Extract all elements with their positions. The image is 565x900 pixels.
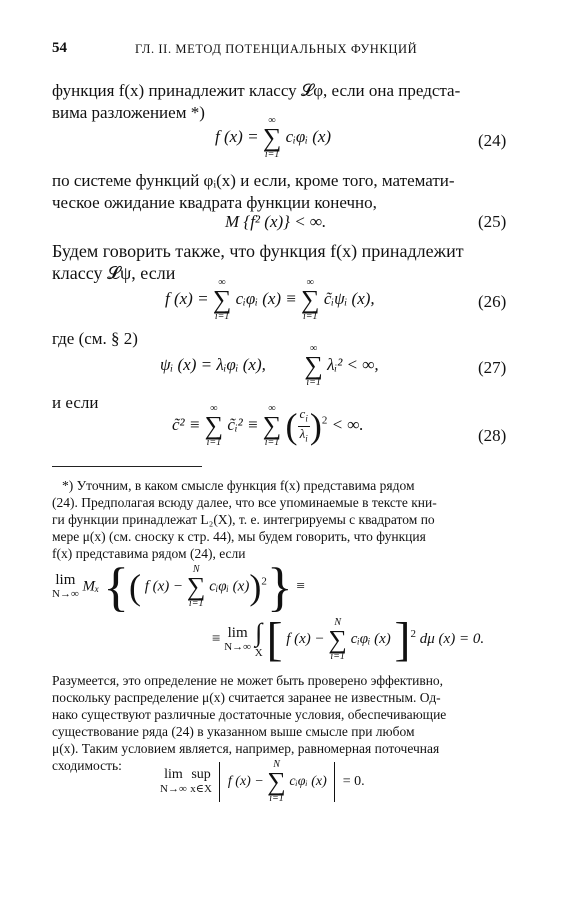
footnote-line: сходимость: <box>52 758 122 773</box>
equation-number: (24) <box>478 131 507 150</box>
equation-number: (25) <box>478 212 507 231</box>
sum-lower: i=1 <box>264 437 280 448</box>
sum-lower: i=1 <box>306 377 321 388</box>
bracket: ] <box>394 613 411 666</box>
sum-upper: N <box>273 759 280 770</box>
equation-27 <box>160 344 379 388</box>
sum-upper: ∞ <box>310 343 318 354</box>
sigma: ∑ <box>262 411 282 440</box>
integral-domain: X <box>254 646 263 659</box>
paragraph-line: функция f(x) принадлежит классу 𝓛φ, если она предста- <box>52 81 461 100</box>
sum-symbol <box>301 278 320 322</box>
sum-symbol <box>304 344 323 388</box>
brace: } <box>266 557 293 617</box>
footnote-line: (24). Предполагая всюду далее, что все упоминаемые в тексте кни- <box>52 495 437 510</box>
equation-28: c̃² ≡ ∞ ∑ i=1 c̃ᵢ² ≡ ∞ ∑ i=1 ( $\frac{c_i}{\lambda_i}$ )$^2$ < ∞. <box>172 403 364 448</box>
sigma: ∑ <box>212 285 232 314</box>
limit <box>160 768 187 796</box>
sum-symbol <box>328 618 347 662</box>
sigma: ∑ <box>204 411 224 440</box>
chapter-title: ГЛ. II. МЕТОД ПОТЕНЦИАЛЬНЫХ ФУНКЦИЙ <box>135 42 418 56</box>
eq-text: M {f² (x)} < ∞. <box>225 212 327 231</box>
sum-lower: i=1 <box>330 650 345 662</box>
sum-upper: ∞ <box>268 115 276 126</box>
lim-label: lim <box>55 572 76 588</box>
sigma: ∑ <box>186 572 206 601</box>
sum-lower: i=1 <box>188 598 204 609</box>
eq-text: c̃ᵢ² ≡ <box>227 414 259 434</box>
supremum <box>190 768 212 796</box>
eq-text: c̃² ≡ <box>172 414 201 434</box>
footnote-line: нако существуют различные достаточные условия, обеспечивающие <box>52 707 447 722</box>
footnote-line: *) Уточним, в каком смысле функция f(x) представима рядом <box>62 478 415 493</box>
footnote-line: f(x) представима рядом (24), если <box>52 546 246 561</box>
eq-text: cᵢφᵢ (x) <box>289 774 327 790</box>
footnote-formula-3 <box>160 760 365 804</box>
equation-number: (26) <box>478 292 507 311</box>
lim-label: lim <box>227 624 248 641</box>
sum-lower: i=1 <box>214 311 230 322</box>
paren: ( <box>285 406 298 446</box>
sup-sub: x∈X <box>190 783 212 795</box>
eq-text: f (x) − <box>227 774 264 790</box>
eq-text: c̃ᵢψᵢ (x), <box>323 288 375 308</box>
footnote-line: поскольку распределение μ(x) считается заранее не известным. Од- <box>52 690 441 705</box>
eq-text: cᵢφᵢ (x) <box>209 578 250 595</box>
eq-text: cᵢφᵢ (x) <box>350 630 391 647</box>
sum-lower: i=1 <box>303 311 318 322</box>
eq-text: ≡ <box>296 578 305 595</box>
sum-upper: ∞ <box>210 403 218 414</box>
sum-upper: ∞ <box>306 277 314 288</box>
lim-sub: N→∞ <box>52 588 79 600</box>
equation-number: (28) <box>478 426 507 445</box>
sum-lower: i=1 <box>264 149 280 160</box>
abs-bar <box>219 762 220 802</box>
paragraph-line: вима разложением *) <box>52 103 205 122</box>
sigma: ∑ <box>328 624 347 654</box>
sum-lower: i=1 <box>206 437 222 448</box>
eq-text: f (x) = <box>165 288 209 308</box>
sum-upper: N <box>334 616 341 628</box>
sum-symbol <box>213 278 232 322</box>
equation-26 <box>165 278 375 322</box>
sum-upper: ∞ <box>268 403 276 414</box>
paragraph-line: по системе функций φᵢ(x) и если, кроме того, математи- <box>52 171 455 190</box>
sum-symbol <box>187 565 206 609</box>
sup-label: sup <box>191 767 211 782</box>
paragraph-line: ческое ожидание квадрата функции конечно, <box>52 193 377 212</box>
equation-25 <box>225 212 326 232</box>
eq-text: f (x) = <box>215 126 259 146</box>
eq-text: λᵢ² < ∞, <box>327 354 379 374</box>
eq-text: cᵢφᵢ (x) ≡ <box>235 288 297 308</box>
sum-symbol <box>267 760 286 804</box>
brace: { <box>103 557 129 617</box>
sigma: ∑ <box>262 123 282 152</box>
limit <box>52 573 79 601</box>
equation-number: (27) <box>478 358 507 377</box>
fraction: $\frac{c_i}{\lambda_i}$ <box>299 405 308 444</box>
sigma: ∑ <box>267 767 286 796</box>
footnote-formula-2: ≡ lim N→∞ ∫ X [ f (x) − N ∑ i=1 cᵢφᵢ (x) ]$^2$ dμ (x) = 0. <box>212 613 485 666</box>
paragraph-line: где (см. § 2) <box>52 329 138 348</box>
lim-sub: N→∞ <box>224 640 252 653</box>
eq-text: < ∞. <box>331 414 364 434</box>
integral-sign: ∫ <box>255 617 263 647</box>
sigma: ∑ <box>301 285 320 314</box>
sum-symbol <box>263 404 282 448</box>
footnote-formula-1: lim N→∞ Mₓ {( f (x) − N ∑ i=1 cᵢφᵢ (x))$^2$} ≡ <box>52 557 305 617</box>
paragraph-line: классу 𝓛ψ, если <box>52 263 176 283</box>
sigma: ∑ <box>304 351 323 380</box>
footnote-line: ги функции принадлежат L₂(X), т. е. интегрируемы с квадратом по <box>52 512 435 527</box>
abs-bar <box>334 762 335 802</box>
limit <box>224 626 251 654</box>
integral <box>254 617 263 660</box>
footnote-line: существование ряда (24) в указанном выше смысле при любом <box>52 724 415 739</box>
paren: ) <box>309 406 322 446</box>
eq-text: ψᵢ (x) = λᵢφᵢ (x), <box>160 354 266 374</box>
sum-upper: ∞ <box>218 277 226 288</box>
sum-upper: N <box>192 564 200 575</box>
eq-text: f (x) − <box>286 630 325 647</box>
bracket: [ <box>266 613 283 666</box>
sum-symbol <box>205 404 224 448</box>
eq-text: cᵢφᵢ (x) <box>285 126 332 146</box>
footnote-line: μ(x). Таким условием является, например, равномерная поточечная <box>52 741 440 756</box>
lim-label: lim <box>164 767 183 782</box>
page-number: 54 <box>52 40 67 56</box>
footnote-line: мере μ(x) (см. сноску к стр. 44), мы будем говорить, что функция <box>52 529 426 544</box>
sum-symbol <box>263 116 282 160</box>
footnote-rule <box>52 466 202 467</box>
paren: ( <box>128 567 141 607</box>
eq-text: Mₓ <box>82 578 100 595</box>
footnote-line: Разумеется, это определение не может быть проверено эффективно, <box>52 673 444 688</box>
equation-24 <box>215 116 331 160</box>
paren: ) <box>249 567 262 607</box>
eq-text: ≡ <box>212 630 221 647</box>
eq-text: f (x) − <box>144 578 184 595</box>
lim-sub: N→∞ <box>160 783 187 795</box>
paragraph-line: Будем говорить также, что функция f(x) принадлежит <box>52 241 464 261</box>
sum-lower: i=1 <box>269 793 284 804</box>
eq-text: = 0. <box>342 774 365 790</box>
paragraph-line: и если <box>52 393 99 412</box>
eq-text: dμ (x) = 0. <box>419 630 485 647</box>
